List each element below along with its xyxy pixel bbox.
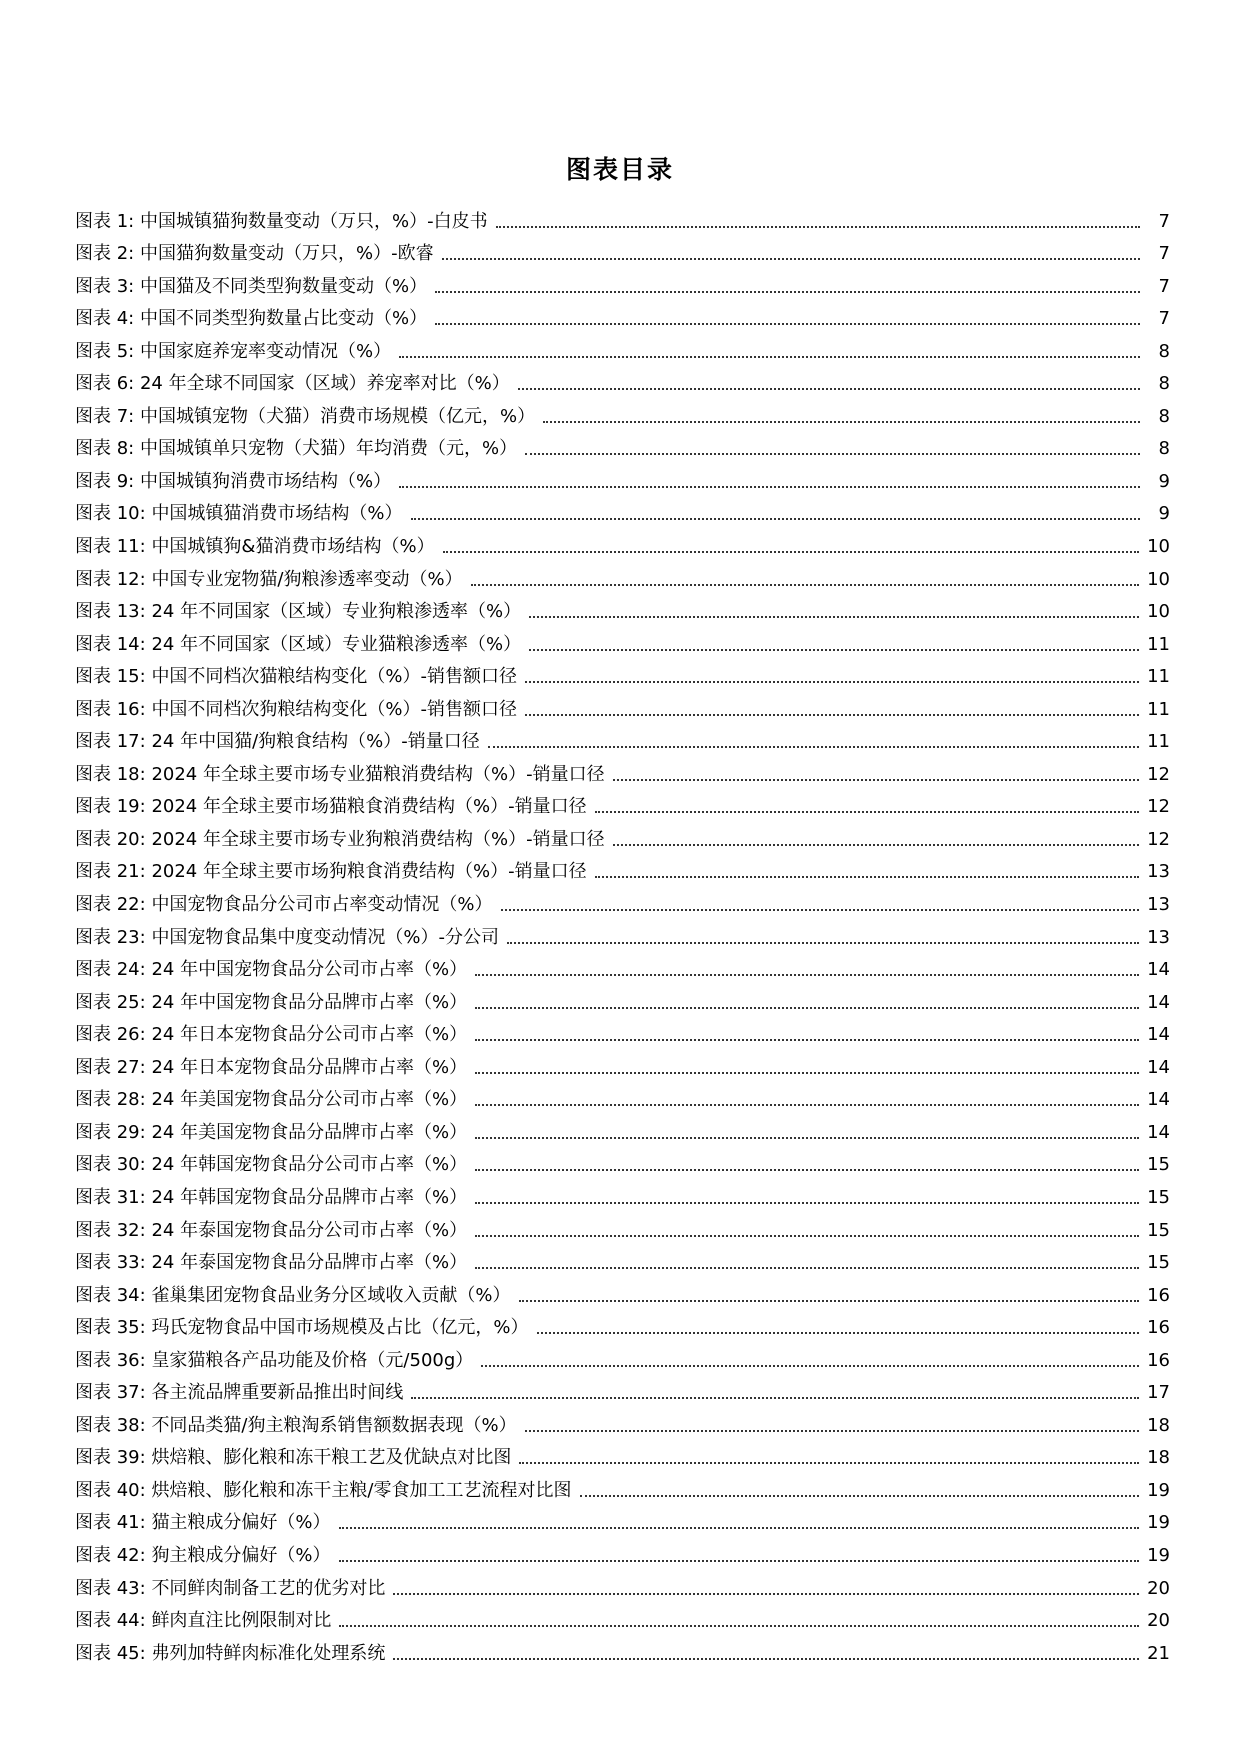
toc-entry-label: 图表 18: bbox=[75, 763, 146, 785]
toc-entry-page-number: 12 bbox=[1147, 763, 1170, 785]
toc-entry-text: 中国城镇猫消费市场结构（%） bbox=[151, 503, 403, 525]
toc-entry[interactable] bbox=[75, 1079, 1170, 1112]
toc-entry[interactable] bbox=[75, 1307, 1170, 1340]
toc-entry[interactable] bbox=[75, 1600, 1170, 1633]
toc-entry-text: 雀巢集团宠物食品业务分区域收入贡献（%） bbox=[151, 1284, 511, 1306]
toc-entry-heading bbox=[75, 1187, 467, 1209]
toc-entry-heading bbox=[75, 829, 605, 851]
dot-leader bbox=[525, 453, 1140, 455]
toc-entry-page-number: 19 bbox=[1147, 1512, 1170, 1534]
toc-entry-heading bbox=[75, 1578, 385, 1600]
toc-entry-label: 图表 41: bbox=[75, 1512, 146, 1534]
toc-entry-text: 烘焙粮、膨化粮和冻干粮工艺及优缺点对比图 bbox=[151, 1447, 512, 1469]
toc-entry[interactable] bbox=[75, 1046, 1170, 1079]
toc-entry-label: 图表 30: bbox=[75, 1154, 146, 1176]
toc-entry-label: 图表 23: bbox=[75, 926, 146, 948]
dot-leader bbox=[501, 909, 1140, 911]
toc-entry-label: 图表 13: bbox=[75, 601, 146, 623]
toc-entry-text: 2024 年全球主要市场专业狗粮消费结构（%）-销量口径 bbox=[151, 828, 605, 850]
toc-entry-label: 图表 40: bbox=[75, 1479, 146, 1501]
dot-leader bbox=[525, 681, 1139, 683]
toc-entry[interactable] bbox=[75, 200, 1170, 233]
toc-entry-page-number: 7 bbox=[1158, 308, 1170, 330]
toc-list bbox=[75, 200, 1170, 1665]
dot-leader bbox=[613, 779, 1140, 781]
toc-entry-page-number: 7 bbox=[1158, 243, 1170, 265]
toc-entry[interactable] bbox=[75, 1144, 1170, 1177]
toc-entry-label: 图表 33: bbox=[75, 1252, 146, 1274]
toc-entry-label: 图表 45: bbox=[75, 1642, 146, 1664]
toc-entry-text: 中国城镇宠物（犬猫）消费市场规模（亿元，%） bbox=[139, 405, 536, 427]
toc-entry[interactable] bbox=[75, 1502, 1170, 1535]
toc-entry[interactable] bbox=[75, 818, 1170, 851]
toc-entry-page-number: 14 bbox=[1147, 1056, 1170, 1078]
toc-entry[interactable] bbox=[75, 1632, 1170, 1665]
toc-entry-text: 24 年泰国宠物食品分品牌市占率（%） bbox=[151, 1252, 468, 1274]
toc-entry-text: 24 年日本宠物食品分公司市占率（%） bbox=[151, 1024, 468, 1046]
toc-entry-heading bbox=[75, 406, 535, 428]
toc-entry-heading bbox=[75, 1317, 529, 1339]
toc-entry-page-number: 8 bbox=[1158, 438, 1170, 460]
toc-entry[interactable] bbox=[75, 786, 1170, 819]
toc-entry[interactable] bbox=[75, 558, 1170, 591]
toc-entry-label: 图表 42: bbox=[75, 1544, 146, 1566]
toc-entry-label: 图表 16: bbox=[75, 698, 146, 720]
toc-entry-heading bbox=[75, 1220, 467, 1242]
toc-entry-label: 图表 8: bbox=[75, 438, 135, 460]
dot-leader bbox=[475, 1007, 1139, 1009]
toc-entry-text: 24 年全球不同国家（区域）养宠率对比（%） bbox=[139, 373, 510, 395]
toc-entry[interactable] bbox=[75, 1014, 1170, 1047]
toc-entry[interactable] bbox=[75, 1111, 1170, 1144]
toc-entry-page-number: 7 bbox=[1158, 275, 1170, 297]
toc-entry-page-number: 15 bbox=[1147, 1186, 1170, 1208]
toc-entry-text: 猫主粮成分偏好（%） bbox=[151, 1512, 331, 1534]
dot-leader bbox=[525, 1430, 1139, 1432]
toc-entry[interactable] bbox=[75, 916, 1170, 949]
dot-leader bbox=[475, 1202, 1139, 1204]
toc-entry-label: 图表 12: bbox=[75, 568, 146, 590]
toc-entry-text: 24 年不同国家（区域）专业狗粮渗透率（%） bbox=[151, 601, 522, 623]
toc-entry-page-number: 21 bbox=[1147, 1642, 1170, 1664]
toc-entry-heading bbox=[75, 1512, 331, 1534]
toc-entry[interactable] bbox=[75, 721, 1170, 754]
toc-entry-page-number: 9 bbox=[1158, 470, 1170, 492]
toc-entry[interactable] bbox=[75, 1404, 1170, 1437]
toc-entry[interactable] bbox=[75, 883, 1170, 916]
toc-entry-heading bbox=[75, 471, 391, 493]
toc-entry-text: 不同鲜肉制备工艺的优劣对比 bbox=[151, 1577, 386, 1599]
dot-leader bbox=[507, 942, 1139, 944]
toc-entry-heading bbox=[75, 601, 521, 623]
toc-entry-heading bbox=[75, 1545, 331, 1567]
toc-entry-label: 图表 17: bbox=[75, 731, 146, 753]
toc-entry-page-number: 13 bbox=[1147, 894, 1170, 916]
dot-leader bbox=[475, 1267, 1139, 1269]
toc-entry-text: 24 年泰国宠物食品分公司市占率（%） bbox=[151, 1219, 468, 1241]
toc-entry[interactable] bbox=[75, 428, 1170, 461]
toc-entry-page-number: 14 bbox=[1147, 991, 1170, 1013]
dot-leader bbox=[339, 1560, 1140, 1562]
toc-entry-page-number: 8 bbox=[1158, 340, 1170, 362]
dot-leader bbox=[399, 356, 1140, 358]
toc-entry-label: 图表 5: bbox=[75, 340, 135, 362]
toc-entry-text: 不同品类猫/狗主粮淘系销售额数据表现（%） bbox=[151, 1414, 517, 1436]
toc-entry[interactable] bbox=[75, 330, 1170, 363]
dot-leader bbox=[488, 746, 1139, 748]
toc-entry-label: 图表 15: bbox=[75, 666, 146, 688]
toc-entry-heading bbox=[75, 536, 435, 558]
toc-entry[interactable] bbox=[75, 395, 1170, 428]
toc-entry-text: 中国城镇单只宠物（犬猫）年均消费（元，%） bbox=[139, 438, 518, 460]
toc-entry-page-number: 16 bbox=[1147, 1317, 1170, 1339]
toc-entry-label: 图表 14: bbox=[75, 633, 146, 655]
dot-leader bbox=[518, 388, 1140, 390]
toc-entry-label: 图表 44: bbox=[75, 1610, 146, 1632]
toc-entry-label: 图表 11: bbox=[75, 536, 146, 558]
toc-entry-text: 中国不同档次狗粮结构变化（%）-销售额口径 bbox=[151, 698, 518, 720]
toc-entry-label: 图表 24: bbox=[75, 959, 146, 981]
toc-entry-page-number: 15 bbox=[1147, 1154, 1170, 1176]
toc-entry-page-number: 18 bbox=[1147, 1414, 1170, 1436]
toc-entry-page-number: 10 bbox=[1147, 568, 1170, 590]
toc-entry-text: 玛氏宠物食品中国市场规模及占比（亿元，%） bbox=[151, 1317, 529, 1339]
dot-leader bbox=[411, 1397, 1139, 1399]
toc-entry-text: 24 年不同国家（区域）专业猫粮渗透率（%） bbox=[151, 633, 522, 655]
toc-entry-label: 图表 2: bbox=[75, 243, 135, 265]
toc-entry-heading bbox=[75, 1122, 467, 1144]
toc-entry-heading bbox=[75, 1382, 403, 1404]
toc-entry-label: 图表 4: bbox=[75, 308, 135, 330]
toc-entry-heading bbox=[75, 927, 499, 949]
toc-entry-label: 图表 10: bbox=[75, 503, 146, 525]
toc-entry-text: 中国城镇猫狗数量变动（万只，%）-白皮书 bbox=[139, 210, 488, 232]
dot-leader bbox=[595, 811, 1140, 813]
dot-leader bbox=[475, 1104, 1139, 1106]
toc-entry-label: 图表 26: bbox=[75, 1024, 146, 1046]
toc-entry-heading bbox=[75, 1057, 467, 1079]
toc-entry-label: 图表 27: bbox=[75, 1056, 146, 1078]
dot-leader bbox=[399, 486, 1140, 488]
toc-entry-label: 图表 29: bbox=[75, 1121, 146, 1143]
toc-entry-page-number: 18 bbox=[1147, 1447, 1170, 1469]
toc-entry-label: 图表 31: bbox=[75, 1186, 146, 1208]
toc-entry[interactable] bbox=[75, 1209, 1170, 1242]
dot-leader bbox=[543, 421, 1140, 423]
dot-leader bbox=[435, 323, 1140, 325]
dot-leader bbox=[529, 616, 1139, 618]
toc-entry[interactable] bbox=[75, 1437, 1170, 1470]
toc-entry[interactable] bbox=[75, 233, 1170, 266]
toc-entry-label: 图表 19: bbox=[75, 796, 146, 818]
toc-entry-text: 中国家庭养宠率变动情况（%） bbox=[139, 340, 392, 362]
toc-entry-label: 图表 1: bbox=[75, 210, 135, 232]
dot-leader bbox=[475, 1039, 1139, 1041]
toc-entry-text: 24 年美国宠物食品分公司市占率（%） bbox=[151, 1089, 468, 1111]
toc-entry-label: 图表 36: bbox=[75, 1349, 146, 1371]
toc-entry[interactable] bbox=[75, 460, 1170, 493]
dot-leader bbox=[393, 1658, 1139, 1660]
toc-entry-text: 2024 年全球主要市场专业猫粮消费结构（%）-销量口径 bbox=[151, 763, 605, 785]
toc-entry-page-number: 13 bbox=[1147, 861, 1170, 883]
toc-entry-heading bbox=[75, 894, 493, 916]
toc-entry-heading bbox=[75, 1252, 467, 1274]
toc-entry-text: 鲜肉直注比例限制对比 bbox=[151, 1610, 332, 1632]
toc-entry-page-number: 16 bbox=[1147, 1284, 1170, 1306]
toc-entry[interactable] bbox=[75, 298, 1170, 331]
toc-entry-heading bbox=[75, 341, 391, 363]
toc-entry-page-number: 10 bbox=[1147, 536, 1170, 558]
toc-entry-page-number: 11 bbox=[1147, 666, 1170, 688]
toc-entry-page-number: 12 bbox=[1147, 828, 1170, 850]
toc-entry-heading bbox=[75, 503, 403, 525]
toc-entry-text: 中国城镇狗&猫消费市场结构（%） bbox=[151, 536, 435, 558]
toc-entry-page-number: 11 bbox=[1147, 731, 1170, 753]
toc-entry-label: 图表 25: bbox=[75, 991, 146, 1013]
toc-entry-label: 图表 21: bbox=[75, 861, 146, 883]
toc-entry-page-number: 11 bbox=[1147, 633, 1170, 655]
dot-leader bbox=[435, 291, 1140, 293]
toc-entry[interactable] bbox=[75, 981, 1170, 1014]
dot-leader bbox=[525, 714, 1139, 716]
toc-entry-page-number: 14 bbox=[1147, 1121, 1170, 1143]
toc-entry-page-number: 20 bbox=[1147, 1610, 1170, 1632]
toc-entry-text: 中国不同档次猫粮结构变化（%）-销售额口径 bbox=[151, 666, 518, 688]
toc-entry-text: 烘焙粮、膨化粮和冻干主粮/零食加工工艺流程对比图 bbox=[151, 1479, 572, 1501]
toc-entry-text: 24 年韩国宠物食品分公司市占率（%） bbox=[151, 1154, 468, 1176]
toc-entry[interactable] bbox=[75, 1339, 1170, 1372]
toc-entry-heading bbox=[75, 1447, 511, 1469]
toc-entry-page-number: 19 bbox=[1147, 1544, 1170, 1566]
toc-entry-page-number: 19 bbox=[1147, 1479, 1170, 1501]
toc-entry[interactable] bbox=[75, 753, 1170, 786]
toc-entry[interactable] bbox=[75, 851, 1170, 884]
toc-entry-heading bbox=[75, 1285, 511, 1307]
toc-entry[interactable] bbox=[75, 591, 1170, 624]
toc-entry-heading bbox=[75, 1089, 467, 1111]
toc-entry-text: 24 年美国宠物食品分品牌市占率（%） bbox=[151, 1121, 468, 1143]
toc-entry-label: 图表 9: bbox=[75, 470, 135, 492]
toc-entry-page-number: 20 bbox=[1147, 1577, 1170, 1599]
toc-entry[interactable] bbox=[75, 1372, 1170, 1405]
toc-entry-page-number: 14 bbox=[1147, 1024, 1170, 1046]
toc-entry-heading bbox=[75, 243, 434, 265]
dot-leader bbox=[339, 1527, 1140, 1529]
toc-entry-label: 图表 35: bbox=[75, 1317, 146, 1339]
toc-entry[interactable] bbox=[75, 1567, 1170, 1600]
toc-entry[interactable] bbox=[75, 656, 1170, 689]
toc-entry[interactable] bbox=[75, 525, 1170, 558]
toc-entry-label: 图表 20: bbox=[75, 828, 146, 850]
toc-entry[interactable] bbox=[75, 493, 1170, 526]
toc-entry-page-number: 15 bbox=[1147, 1219, 1170, 1241]
toc-entry-label: 图表 7: bbox=[75, 405, 135, 427]
toc-entry-text: 24 年韩国宠物食品分品牌市占率（%） bbox=[151, 1186, 468, 1208]
toc-entry-label: 图表 28: bbox=[75, 1089, 146, 1111]
toc-entry-page-number: 8 bbox=[1158, 405, 1170, 427]
toc-entry-page-number: 9 bbox=[1158, 503, 1170, 525]
dot-leader bbox=[443, 551, 1140, 553]
toc-entry-heading bbox=[75, 438, 517, 460]
toc-entry-heading bbox=[75, 959, 467, 981]
toc-entry[interactable] bbox=[75, 363, 1170, 396]
toc-entry[interactable] bbox=[75, 623, 1170, 656]
dot-leader bbox=[471, 584, 1139, 586]
toc-entry-page-number: 16 bbox=[1147, 1349, 1170, 1371]
toc-entry[interactable] bbox=[75, 1534, 1170, 1567]
toc-entry-label: 图表 3: bbox=[75, 275, 135, 297]
toc-entry-heading bbox=[75, 308, 427, 330]
toc-entry-heading bbox=[75, 1154, 467, 1176]
toc-entry-heading bbox=[75, 634, 521, 656]
toc-entry-text: 各主流品牌重要新品推出时间线 bbox=[151, 1382, 404, 1404]
toc-entry-text: 中国不同类型狗数量占比变动（%） bbox=[139, 308, 428, 330]
toc-entry-page-number: 11 bbox=[1147, 698, 1170, 720]
toc-entry-text: 2024 年全球主要市场狗粮食消费结构（%）-销量口径 bbox=[151, 861, 587, 883]
dot-leader bbox=[475, 1072, 1139, 1074]
dot-leader bbox=[411, 518, 1140, 520]
toc-entry-heading bbox=[75, 764, 605, 786]
toc-entry-heading bbox=[75, 211, 488, 233]
toc-entry-text: 中国猫狗数量变动（万只，%）-欧睿 bbox=[139, 243, 434, 265]
dot-leader bbox=[475, 1169, 1139, 1171]
toc-entry-heading bbox=[75, 276, 427, 298]
toc-entry[interactable] bbox=[75, 1274, 1170, 1307]
toc-entry-text: 2024 年全球主要市场猫粮食消费结构（%）-销量口径 bbox=[151, 796, 587, 818]
dot-leader bbox=[580, 1495, 1140, 1497]
dot-leader bbox=[339, 1625, 1139, 1627]
toc-entry-heading bbox=[75, 1610, 331, 1632]
toc-entry[interactable] bbox=[75, 688, 1170, 721]
dot-leader bbox=[475, 974, 1139, 976]
dot-leader bbox=[481, 1365, 1139, 1367]
toc-entry-label: 图表 37: bbox=[75, 1382, 146, 1404]
toc-entry[interactable] bbox=[75, 265, 1170, 298]
toc-entry-label: 图表 22: bbox=[75, 894, 146, 916]
dot-leader bbox=[529, 649, 1139, 651]
toc-entry-label: 图表 34: bbox=[75, 1284, 146, 1306]
toc-entry-heading bbox=[75, 373, 510, 395]
dot-leader bbox=[393, 1593, 1139, 1595]
toc-entry-text: 中国宠物食品分公司市占率变动情况（%） bbox=[151, 894, 493, 916]
toc-entry-page-number: 8 bbox=[1158, 373, 1170, 395]
toc-entry[interactable] bbox=[75, 1469, 1170, 1502]
toc-entry-label: 图表 38: bbox=[75, 1414, 146, 1436]
toc-entry-text: 24 年中国猫/狗粮食结构（%）-销量口径 bbox=[151, 731, 480, 753]
toc-entry-text: 中国宠物食品集中度变动情况（%）-分公司 bbox=[151, 926, 500, 948]
dot-leader bbox=[537, 1332, 1140, 1334]
toc-entry-page-number: 14 bbox=[1147, 1089, 1170, 1111]
toc-entry-heading bbox=[75, 569, 463, 591]
dot-leader bbox=[475, 1137, 1139, 1139]
dot-leader bbox=[519, 1300, 1140, 1302]
toc-entry-heading bbox=[75, 731, 480, 753]
toc-title: 图表目录 bbox=[565, 155, 674, 184]
toc-entry-text: 弗列加特鲜肉标准化处理系统 bbox=[151, 1642, 386, 1664]
toc-entry-page-number: 17 bbox=[1147, 1382, 1170, 1404]
dot-leader bbox=[519, 1462, 1139, 1464]
toc-entry-page-number: 12 bbox=[1147, 796, 1170, 818]
toc-entry-heading bbox=[75, 1024, 467, 1046]
toc-entry-heading bbox=[75, 699, 517, 721]
toc-entry-heading bbox=[75, 992, 467, 1014]
dot-leader bbox=[496, 226, 1140, 228]
toc-entry-page-number: 14 bbox=[1147, 959, 1170, 981]
toc-entry-text: 24 年中国宠物食品分品牌市占率（%） bbox=[151, 991, 468, 1013]
toc-entry-heading bbox=[75, 861, 587, 883]
toc-entry-heading bbox=[75, 666, 517, 688]
toc-entry[interactable] bbox=[75, 1242, 1170, 1275]
toc-entry-text: 皇家猫粮各产品功能及价格（元/500g） bbox=[151, 1349, 474, 1371]
toc-entry-page-number: 13 bbox=[1147, 926, 1170, 948]
toc-entry-heading bbox=[75, 796, 587, 818]
dot-leader bbox=[613, 844, 1140, 846]
toc-entry-page-number: 7 bbox=[1158, 210, 1170, 232]
toc-entry-label: 图表 32: bbox=[75, 1219, 146, 1241]
dot-leader bbox=[475, 1235, 1139, 1237]
dot-leader bbox=[595, 876, 1140, 878]
toc-entry-heading bbox=[75, 1350, 473, 1372]
toc-entry-page-number: 10 bbox=[1147, 601, 1170, 623]
dot-leader bbox=[442, 258, 1140, 260]
toc-entry-heading bbox=[75, 1643, 385, 1665]
toc-entry-heading bbox=[75, 1415, 517, 1437]
toc-entry-label: 图表 43: bbox=[75, 1577, 146, 1599]
toc-entry-text: 狗主粮成分偏好（%） bbox=[151, 1544, 331, 1566]
toc-entry-label: 图表 6: bbox=[75, 373, 135, 395]
toc-entry[interactable] bbox=[75, 949, 1170, 982]
toc-entry-text: 24 年日本宠物食品分品牌市占率（%） bbox=[151, 1056, 468, 1078]
toc-entry[interactable] bbox=[75, 1176, 1170, 1209]
toc-entry-heading bbox=[75, 1480, 572, 1502]
toc-entry-text: 24 年中国宠物食品分公司市占率（%） bbox=[151, 959, 468, 981]
toc-entry-label: 图表 39: bbox=[75, 1447, 146, 1469]
toc-entry-page-number: 15 bbox=[1147, 1252, 1170, 1274]
toc-entry-text: 中国专业宠物猫/狗粮渗透率变动（%） bbox=[151, 568, 463, 590]
toc-entry-text: 中国城镇狗消费市场结构（%） bbox=[139, 470, 392, 492]
toc-entry-text: 中国猫及不同类型狗数量变动（%） bbox=[139, 275, 428, 297]
